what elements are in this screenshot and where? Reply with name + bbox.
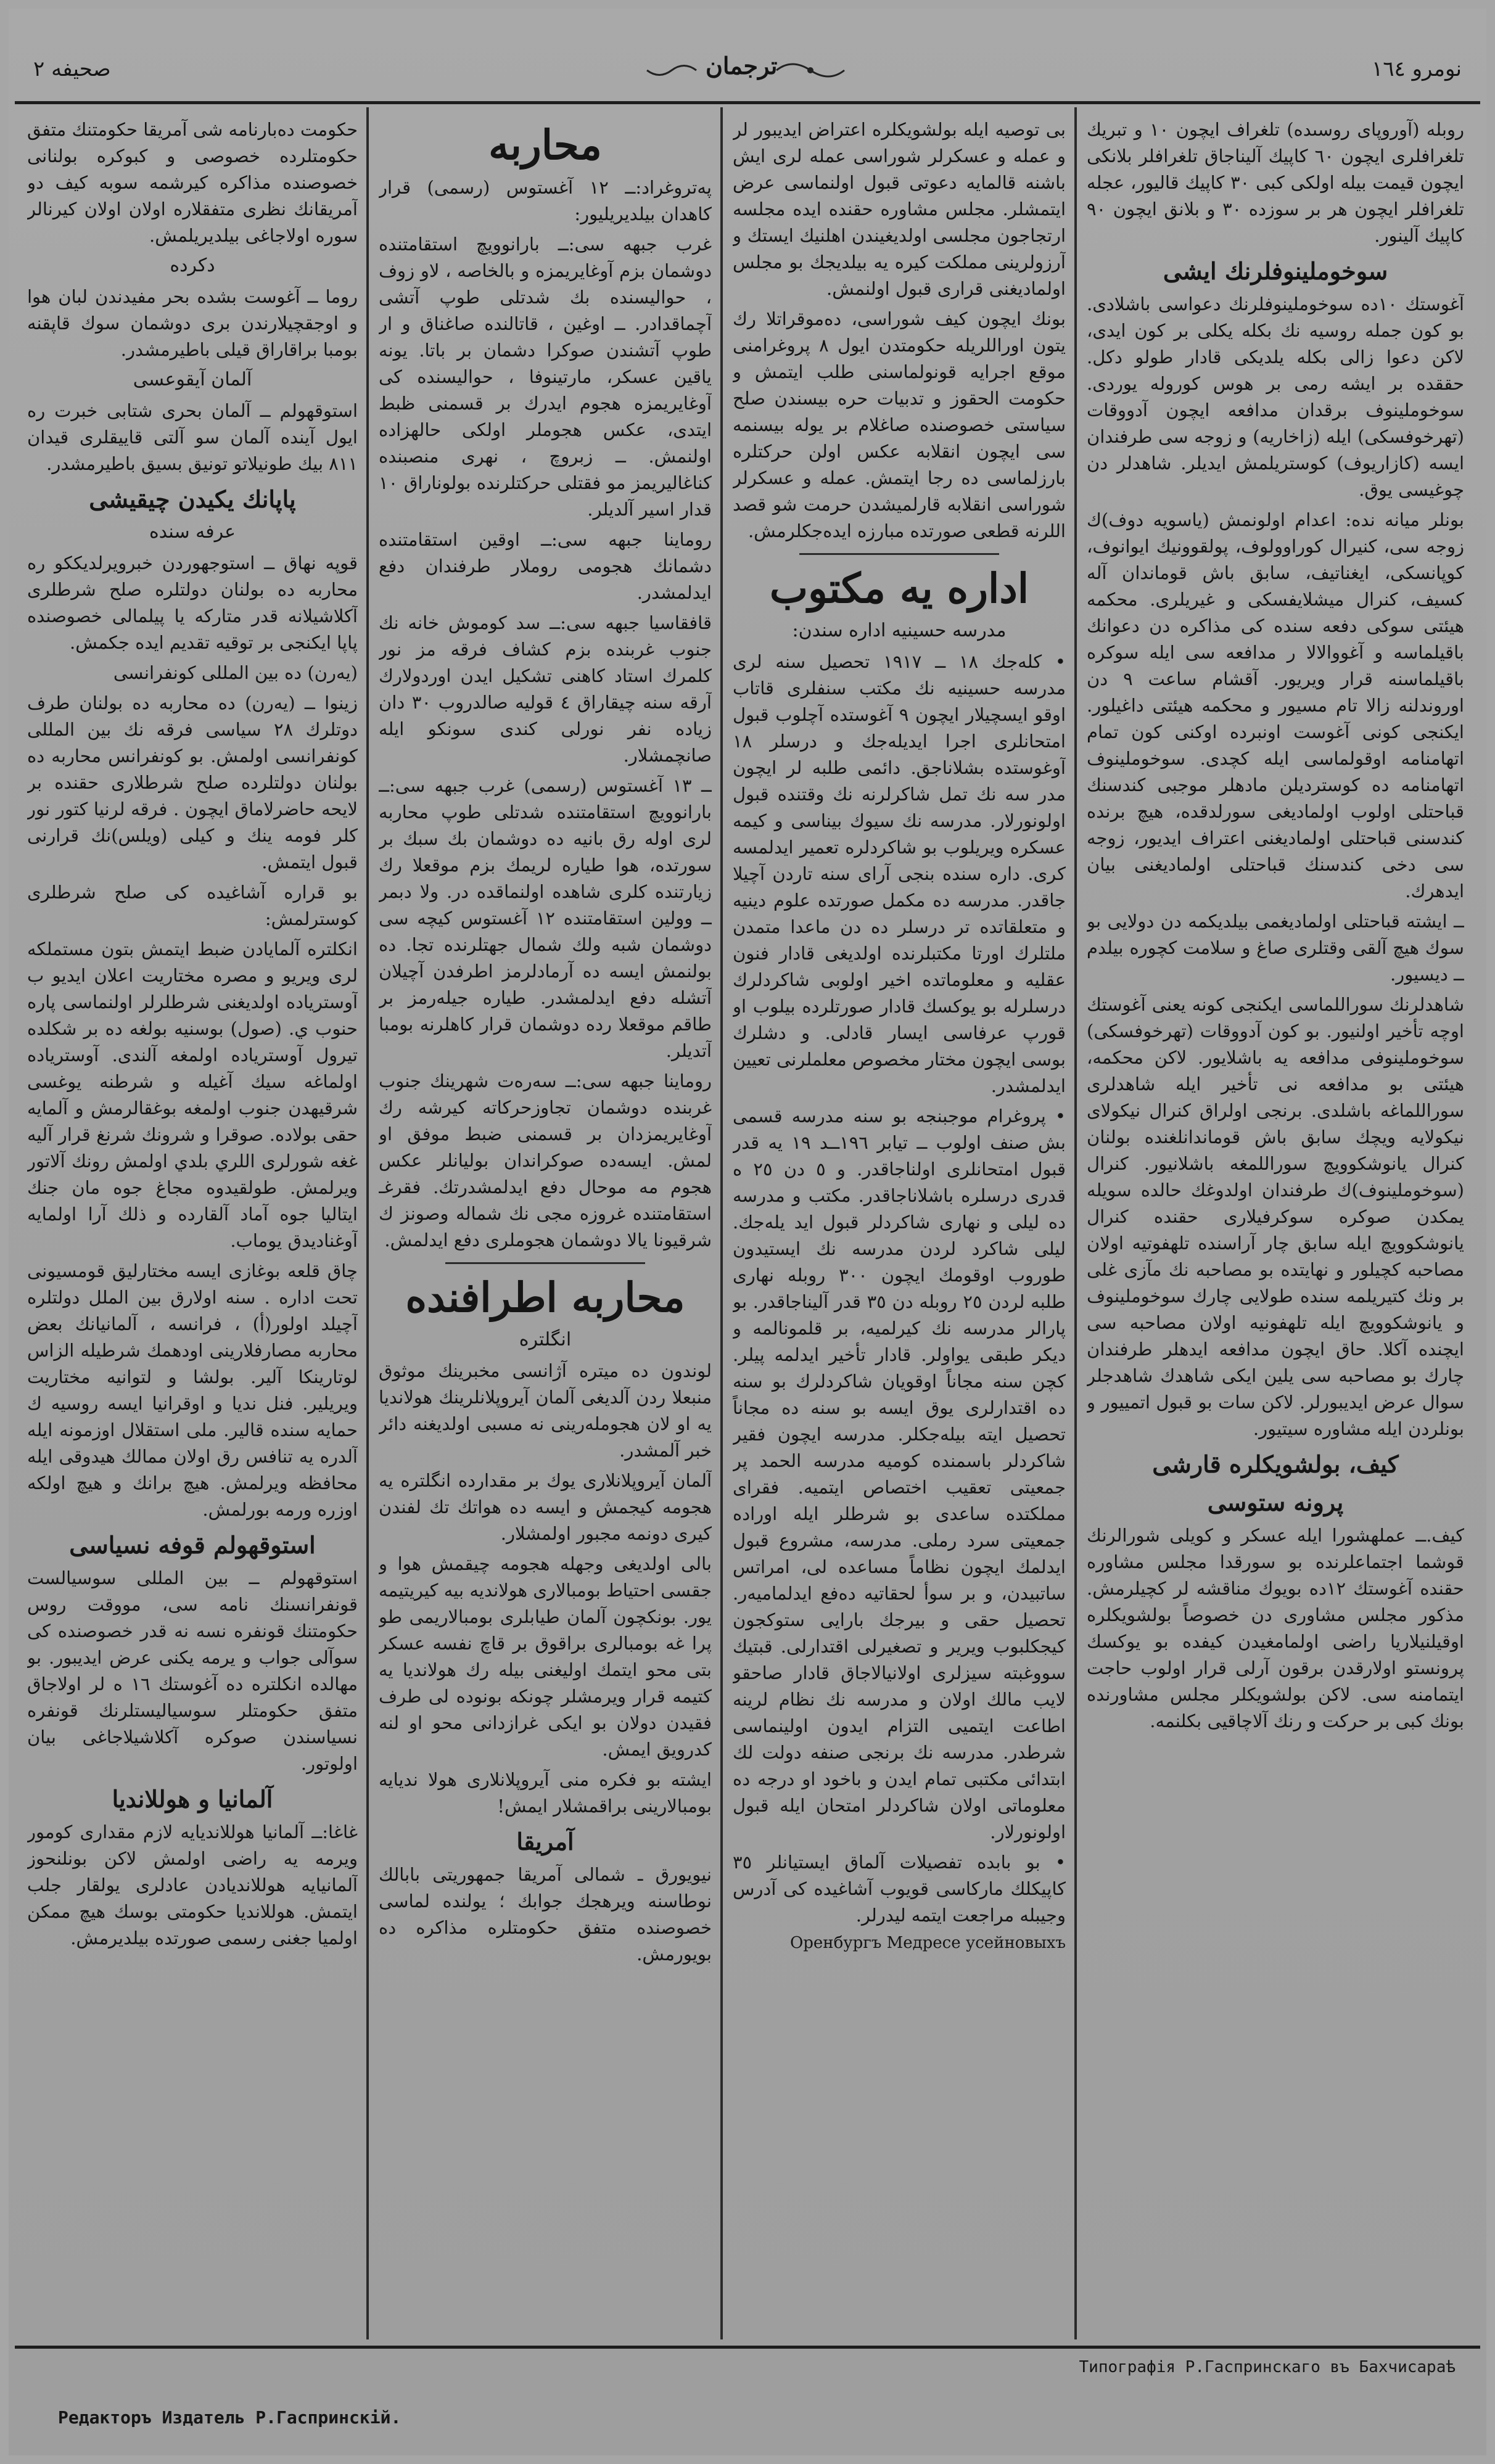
column-center-right (733, 117, 1066, 2336)
masthead-ornament-left-icon (644, 58, 699, 83)
column-left (27, 117, 358, 2336)
section-headline: محاربه اطرافنده (405, 1273, 685, 1321)
article-paragraph: روماينا جبهه سى:ــ سەرەت شهرينك جنوب غربنده دوشمان تجاوزحركاته كيرشه رك آوغايريمزدان بر قسمنى ضبط موفق او لمش. ايسەده صوكراندان بوليانلر عكس هجوم مه موحال دفع ايدلمشدرتك. فقرغـ استقامتنده غروزه مجى نك شماله وصونز ك شرقيونا يالا دوشمان هجوملرى دفع ايدلمش. (379, 1070, 712, 1250)
printer-imprint: Типографія Р.Гаспринскаго въ Бахчисараѣ (1079, 2358, 1456, 2376)
masthead-ornament-icon (773, 58, 847, 83)
article-paragraph: شاهدلرنك سوراللماسى ايكنجى كونه يعنى آغوستك اوچه تأخير اولنيور. بو كون آدووقات (تهرخوفسكى) سوخوملينوفى مدافعه يه باشلايور. لاكن محكمه، هيئتى بو مدافعه نى تأخير ايله شاهدلرى سوراللماغه باشلدى. برنجى اولراق كنرال نيكولاى نيكولايه ويچك سابق باش قوماندانلغنده بولنان كنرال يانوشكوويچ سوراللمغه باشلانيور. كنرال (سوخوملينوف)ك طرفندان اولدوغك حالده سويله يمكدن صوكره سوكرفيلارى حقنده كنرال يانوشكوويچ ايله سابق چار آراسنده تلهفوتيه اولان مصاحبه كچيلور و نهايتده بو مصاحبه نك مآزى غلى بر ونك كتيريلمه سنده طولايى چارك سوخوملينوف و يانوشكوويچ ايله تلهفونيه اولان مصاحبه سى ايچنده آكلا. حاق ايچون مدافعه ايدهلر طرفندان چارك بو مصاحبه سى يلين ايكى شاهدك شاهدجلر سوال عرض ايديبورلر. لاكن سات بو قبول اتمييور و بونلردن ايله مشاوره سيتيور. (1087, 994, 1464, 1439)
article-paragraph: • پروغرام موجبنجه بو سنه مدرسه قسمى بش صنف اولوب ــ تيابر ١٩٦ــد ١٩ يه قدر قبول امتحانلرى اولناجاقدر. و ٥ دن ٢٥ ه قدرى درسلره باشلاناجاقدر. مكتب و مدرسه ده ليلى و نهارى شاكردلر قبول ايد يلەجك. ليلى شاكرد لردن مدرسه نك ايستيدون طوروب اوقومك ايچون ٣٠٠ روبله نهارى طلبه لردن ٢٥ روبله دن ٣٥ قدر آليناجاقدر. بو پارالر مدرسه نك كيرلميه، بر قلمونالمه و ديكر طبقى يواولر. قادار تأخير ايدلمه پيلر. كچن سنه مجاناً اوقويان شاكردلرك بو سنه ده اقتدارلرى يوق ايسه بو سنه ده مجاناً تحصيل ايته بيلەجكلر. مدرسه ايچون فقير شاكردلر باسمنده كوميه مدرسه الحمد پر جمعيتى تعقيب اختصاص ايتميه. فقراى مملكتده ساعدى بو شرطلر ايله اوراده جمعيتى سرد رملى. مدرسه، مشروع قبول ايدلمك ايچون نظاماً مساعده لى، امراتس ساتبيدن، و بر سوأ لحقاتيه دەفع ايدلماميەر. تحصيل حقى و بيرجك بارايى ستوكجون كيجكلبوب ويرير و تصغيرلى اقتدارلى. قبتيك سووغبته سيزلرى اولانيالاجاق قادار صاحقو لايب مالك اولان و مدرسه نك نظام لرينه اطاعت ايتميى التزام ايدون اولينماسى شرطدر. مدرسه نك برنجى صنفه دولت لك ابتدائى مكتبى تمام ايدن و باخود او درجه ده معلوماتى اولان شاكردلر امتحان ايله قبول اولونورلار. (733, 1106, 1066, 1842)
footer-rule (15, 2346, 1480, 2349)
article-subheading: عرفه سنده (149, 521, 236, 543)
article-paragraph: غرب جبهه سى:ــ بارانوويچ استقامتنده دوشمان بزم آوغايريمزه و بالخاصه ، لاو زوف ، حواليسنده بك شدتلى طوپ آتشى آچماقدادر. ــ اوغين ، قاتالنده صاغناق و ار طوپ آتشندن صوكرا دشمان بر باتا. يونه ياقين عسكر، مارتينوفا ، حواليسنده كى آوغايريمزه هجوم ايدرك بر قسمنى ظبط ايتدى، عكس هجوملر اولكى حالهزاده اولنمش. ــ زبروچ ، نهرى منصبنده كناغاليريمز مو فقتلى حركتلرنده بولوناراق ١٠ قدار اسير آلديلر. (379, 234, 712, 520)
article-paragraph: روبله (آوروپاى روسىده) تلغراف ايچون ١٠ و تبريك تلغرافلرى ايچون ٦٠ كاپيك آليناجاق تلغرافلر بلانكى ايچون قيمت بيله اولكى كبى ٣٠ كاپيك قاليور، عجله تلغرافلر ايچون هر بر سوزده ٣٠ و بلانق ايچون ٩٠ كاپيك آلينور. (1087, 119, 1464, 246)
article-paragraph: استوقهولم ــ بين المللى سوسيالست قونفرانسنك نامه سى، مووقت روس حكومتنك قونفره نسه نه قدر خصوصنده كى سوآلى جواب و يرمه يكنى عرض ايديبور. بو مهالده انكلتره ده آغوستك ١٦ ه لر اولاجاق متفق حكومتلر سوسياليستلرنك قونفره نسياسندن صوكره آكلاشيلاجاغى بيان اولوتور. (27, 1567, 358, 1774)
article-subheading: انگلتره (519, 1329, 572, 1350)
article-heading: كيف، بولشويكلره قارشى (1152, 1450, 1399, 1478)
article-paragraph: (يەرن) ده بين المللى كونفرانسى (113, 662, 358, 683)
article-heading: آلمانيا و هوللانديا (112, 1785, 273, 1813)
article-paragraph: بالى اولديغى وجهله هجومه چيقمش هوا و جقسى احتياط بومبالارى هولانديه بيه كيريتيمه يور. بونكچون آلمان طيابلرى بومبالاريمى طو پرا غه بومبالرى براقوق بر قاچ نفسه عسكر بتى محو ايتمك اوليغنى بيله رك هولانديا يه كتيمه قرار ويرمشلر چونكه بونوده لى طرف فقيدن دولان بو ايكى غرازدانى محو او لنه كدرويق ايمش. (379, 1553, 712, 1760)
article-paragraph: قوپه نهاق ــ استوجهوردن خبرويرلديككو ره محاربه ده بولنان دولتلره صلح شرطلرى آكلاشيلانه قدر متاركه يا پيلمالى خصوصنده پاپا ايكنجى بر توقيه تقديم ايده جكمش. (27, 552, 358, 653)
article-paragraph: روماينا جبهه سى:ــ اوقين استقامتنده دشمانك هجومى روملار طرفندان دفع ايدلمشدر. (379, 529, 712, 603)
column-divider-2 (720, 107, 723, 2339)
article-subheading: مدرسه حسينيه اداره سندن: (792, 620, 1007, 641)
article-paragraph: لوندون ده ميتره آژانسى مخبرينك موثوق منبعلا ردن آلديغى آلمان آيروپلانلرينك هولانديا يه او لان هجوملەرينى نه مسبى اولديغنه دائر خبر آلمشدر. (379, 1360, 712, 1461)
editor-imprint: Редакторъ Издатель Р.Гаспринскій. (58, 2407, 402, 2428)
article-paragraph: ايشته بو فكره منى آيروپلانلارى هولا نديايه بومبالارينى براقمشلار ايمش! (379, 1769, 712, 1817)
article-paragraph: زينوا ــ (يەرن) ده محاربه ده بولنان طرف دوتلرك ٢٨ سياسى فرقه نك بين المللى كونفرانسى اولمش. بو كونفرانس محاربه ده بولنان دولتلرده صلح شرطلارى حقنده بر لايحه حاضرلاماق ايچون . فرقه لرنيا كتور نور كلر فومه ينك و كيلى (ويلس)نك قرارنى قبول ايتمش. (27, 692, 358, 873)
article-paragraph: غاغا:ــ آلمانيا هوللانديايه لازم مقدارى كومور ويرمه يه راضى اولمش لاكن بونلنحوز آلمانيايه هوللانديادن عادلرى يولقار جلب ايتمش. هوللانديا حكومتى بوسك هيچ ممكن اولميا جغنى رسمى صورتده بيلديرمش. (27, 1821, 358, 1949)
article-heading: پاپانك يكيدن چيقيشى (89, 485, 296, 513)
article-heading: آمريقا (516, 1828, 574, 1855)
article-paragraph: نيويورق ـ شمالى آمريقا جمهوريتى بابالك نوطاسنه ويرهجك جوابك ؛ يولنده لماسى خصوصنده متفق حكومتلره مذاكره ده بويورمش. (379, 1864, 712, 1965)
issue-number: نومرو ١٦٤ (1371, 57, 1462, 81)
article-paragraph: حكومت دەبارنامه شى آمريقا حكومتنك متفق حكومتلرده خصوصى و كبوكره بولنانى خصوصنده مذاكره كيرشمه سوبه كيف دو آمريقانك نظرى متفقلاره اولان اولان كيرنالر سوره اولاجاغى بيلديريلمش. (27, 119, 358, 246)
article-paragraph: بونلر ميانه نده: اعدام اولونمش (ياسويه دوف)ك زوجه سى، كنيرال كوراوولوف، پولقوونيك ايوانوف، كوپانسكى، ايغناتيف، سابق باش قوماندان آله كسيف، كنرال ميشلايفسكى و غيريلرى. محكمه هيئتى سوكى دفعه سنده كى مذاكره دن دعوانك باقيلماسه و آغووالالا ر مدافعه سى ايله سوكره باقيلماسنه قرار ويريور. آقشام ساعت ٩ دن اوروندلنه زالا تام مسيور و محكمه هيئتى داغيلور. ايكنجى كونى آغوست اونبرده اوكنى كون تمام اتهامنامه اوقولماسى ايله كچدى. سوخوملينوف اتهامنامه ده كوسترديلن مادهلر موجبى كندسنك قباحتلى اولوب اولماديغى سورلدقده، هيچ برنده كندسنى قباحتلى اولماديغنى اعتراف ايديور، زوجه سى دخى كندسنك قباحتلى اولماديغنى بيان ايدهرك. (1087, 509, 1464, 901)
article-heading: استوقهولم قوفه نسیاسى (69, 1531, 316, 1559)
column-center-left (379, 117, 712, 2336)
section-separator (445, 1262, 645, 1264)
column-divider-1 (1074, 107, 1077, 2339)
article-paragraph: ــ ايشته قباحتلى اولماديغمى بيلديكمه دن دولايى بو سوك هيچ آلقى وقتلرى صاغ و سلامت كچوره بيلدم ــ ديسيور. (1087, 911, 1464, 985)
article-paragraph: آغوستك ١٠ده سوخوملينوفلرنك دعواسى باشلادى. بو كون جمله روسيه نك بكله يكلى بر كون ايدى، لاكن دعوا زالى بكله يلديكى قادار طولو دكل. حققده بر ايشه رمى بر هوس كوروله يوردى. سوخوملينوف برقدان مدافعه ايچون آدووقات (تهرخوفسكى) ايله (زاخاريه) و زوجه سى طرفندان ايسه (كازاريوف) كوستريلمش ايديلر. شاهدلر دن چوغيسى يوق. (1087, 294, 1464, 500)
article-subheading: دكرده (170, 255, 215, 276)
article-heading: سوخوملينوفلرنك ايشى (1163, 257, 1388, 285)
article-paragraph: روما ــ آغوست بشده بحر مفيدندن لبان هوا و اوجقچيلارندن برى دوشمان سوك قاپقنه بومبا براقاراق قيلى باطيرمشدر. (27, 286, 358, 360)
page-number-label: صحيفه ٢ (33, 57, 111, 81)
article-subheading: آلمان آيقوعسى (133, 369, 252, 390)
column-right (1087, 117, 1464, 2336)
paper-sheet (9, 9, 1486, 2455)
article-paragraph: چاق قلعه بوغازى ايسه مختارليق قومسيونى تحت اداره . سنه اولارق بين الملل دولتلره آچيلد اولور(أ) ، فرانسه ، آلمانيانك بعض محاربه مصارفلارينى اودهمك شرطيله الزاس لوتارينكا آلير. بولشا و لتوانيه مختاريت ويريلير. فنل نديا و اوقرانيا ايسه روسيه ك حمايه سنده قالير. ملى استقلال اوزمونه ايله آلدره يه تنافس رق اولان ممالك هيدوقى ايله محافظه ويرلمش. هيچ برانك و هيچ اولكه اوزره ورمه بورلمش. (27, 1260, 358, 1520)
column-divider-3 (366, 107, 369, 2339)
article-paragraph: ــ ١٣ آغستوس (رسمى) غرب جبهه سى:ــ بارانوويچ استقامتنده شدتلى طوپ محاربه لرى اوله رق بانيه ده دوشمان بك سبك بر سورتده، هوا طياره لريمك بزم موقعلا رك زيارتنده كلرى شاهده اولنماقده در. ولا دبمر ــ وولين استقامتنده ١٢ آغستوس كيچه سى دوشمان شبه ولك شمال جهتلرنده تجا. ده بولنمش ايسه ده آرمادلرمز اطرفدن آچيلان آتشله دفع ايدلمشدر. طياره جيلەرمز بر طاقم موقعلا رده دوشمان قرار كاهلرنه بومبا آتديلر. (379, 775, 712, 1061)
article-paragraph: استوقهولم ــ آلمان بحرى شتابى خبرت ره ايول آينده آلمان سو آلتى قاييقلرى قيدان ٨١١ بيك طونيلاتو تونيق بسيق باطيرمشدر. (27, 400, 358, 474)
article-paragraph: • بو بابده تفصيلات آلماق ايستيانلر ٣٥ كاپيكلك ماركاسى قويوب آشاغيده كى آدرس وجيبله مراجعت ايتمه ليدرلر. (733, 1852, 1066, 1926)
article-paragraph: پەتروغراد:ــ ١٢ آغستوس (رسمى) قرار كاهدان بيلديريليور: (379, 177, 712, 224)
section-headline: محاربه (488, 121, 602, 169)
article-paragraph: بو قراره آشاغيده كى صلح شرطلرى كوسترلمش: (27, 882, 358, 929)
masthead-title: ترجمان (706, 52, 778, 80)
article-paragraph: آلمان آيروپلانلارى يوك بر مقدارده انگلتره يه هجومه كيجمش و ايسه ده هواتك تك لفندن كيرى دونمه مجبور اولمشلار. (379, 1470, 712, 1544)
header-rule (15, 101, 1480, 104)
article-paragraph: بى توصيه ايله بولشويكلره اعتراض ايديبور لر و عمله و عسكرلر شوراسى عمله لرى ايش باشنه قالمايه دعوتى قبول اولنماسى عرض ايتمشلر. مجلس مشاوره حقنده ايده مجلسه ارتجاجون مجلسى اولديغيندن اهلنيك ايستك و آرزولرينى مملكت كيره يه بيلديجك بو مجلس اولماديغنى قرارى قبول اولنمش. (733, 119, 1066, 299)
section-separator (799, 553, 999, 555)
article-heading: پرونه ستوسى (1207, 1489, 1344, 1516)
signature-line: Оренбургъ Медресе усейновыхъ (789, 1934, 1066, 1952)
article-paragraph: انكلتره آلمايادن ضبط ايتمش بتون مستملكه لرى ويريو و مصره مختاريت اعلان ايديو ب آوسترياده اولديغنى شرطلرلر اولنماسى پاره حنوب ي. (صول) بوسنيه بولغه ده بر شكلده تيرول آوسترياده اولمغه آلندى. آوسترياده اولماغه سيك آغيله و شرطنه يوغسى شرقيهدن جنوب اولمغه بوغقالرمش و آلمايه حقى بولاده. صوقرا و شرونك شرنغ قرار آليه غغه شورلرى اللري بلدي اولمش رونك آلاتور ويرلمش. طولقيدوه مجاغ جوه مان جنك ايتاليا جوه آماد آلقارده و ذلك آرا اولمايه آوغناديدق يوماب. (27, 938, 358, 1251)
article-paragraph: كيف.ــ عملهشورا ايله عسكر و كويلى شورالرنك قوشما اجتماعلرنده بو سورقدا مجلس مشاوره حقنده آغوستك ١٢ده بويوك مناقشه لر كچيلرمش. مذكور مجلس مشاورى دن خصوصاً بولشويكلره اوقيلنيلاريا راضى اولمامغيدن كيفده بو يوكسك پرونستو اولارقدن برقون آرلى قرار اولوب حاجت ايتمامنه سى. لاكن بولشويكلر مجلس مشاورنده بونك كبى بر حركت و رنك آلاچاقيى بكلنمه. (1087, 1525, 1464, 1731)
article-paragraph: قافقاسيا جبهه سى:ــ سد كوموش خانه نك جنوب غربنده بزم كشاف فرقه مز نور كلمرك استاد كاهنى تشكيل ايدن اوردولارك آرقه سنه چيقاراق ٤ قوليه صالدروب ٣٠ دان زياده نفر نورلى كندى سونكو ايله صانچمشلار. (379, 612, 712, 766)
section-headline: اداره يه مكتوب (769, 564, 1029, 612)
article-paragraph: بونك ايچون كيف شوراسى، دەموقراتلا رك يتون اوراللريله حكومتدن ايول ٨ پروغرامنى موقع اجرايه قونولماسنى طلب ايتمش و حكومت الحقوز و تدبيات حره بيسندن صلح سياستى خصوصنده صاغلام بر يوله بيسنمه سى ايچون انقلابه عكس اولن حركتلره بارزلماسى ده رجا ايتمش. عمله و عسكرلر شوراسى انقلابه قارلميشدن حرمت شو قصد اللرنه قطعى صورتده مبارزه ايدەجكلرمش. (733, 308, 1066, 541)
article-paragraph: • كلەجك ١٨ ــ ١٩١٧ تحصيل سنه لرى مدرسه حسينيه نك مكتب سنفلرى قاتاب اوقو ايسچيلار ايچون ٩ آغوستده آچلوب قبول امتحانلرى اجرا ايديلەجك و درسلر ١٨ آوغوستده بشلاناجق. دائمى طلبه لر ايچون مدر سه نك تمل شاكرلرنه نك وقتنده قبول اولونورلار. مدرسه نك سيوك بيناسى و كيمه عسكره ويريلوب بو شاكردلره تعمير ايدلمسه كرى. داره سنده بنجى آراى سنه تاردن آچيلا جاقدر. مدرسه ده مكمل صورتده علوم دينيه و متعلقاتده تر درسلر ده دن ماعدا متمدن ملتلرك اورتا مكتبلرنده اولديغى قادار فنون عقليه و معلوماتده اخير اولوبى شاكردلرك درسلرله بو يوكسك قادار صورتلرده بيلوب او قورپ عرفاسى ايسار قادلى. و دشلرك بوسى ايچون مختار مخصوص معلملرنى تعيين ايدلمشدر. (733, 651, 1066, 1096)
